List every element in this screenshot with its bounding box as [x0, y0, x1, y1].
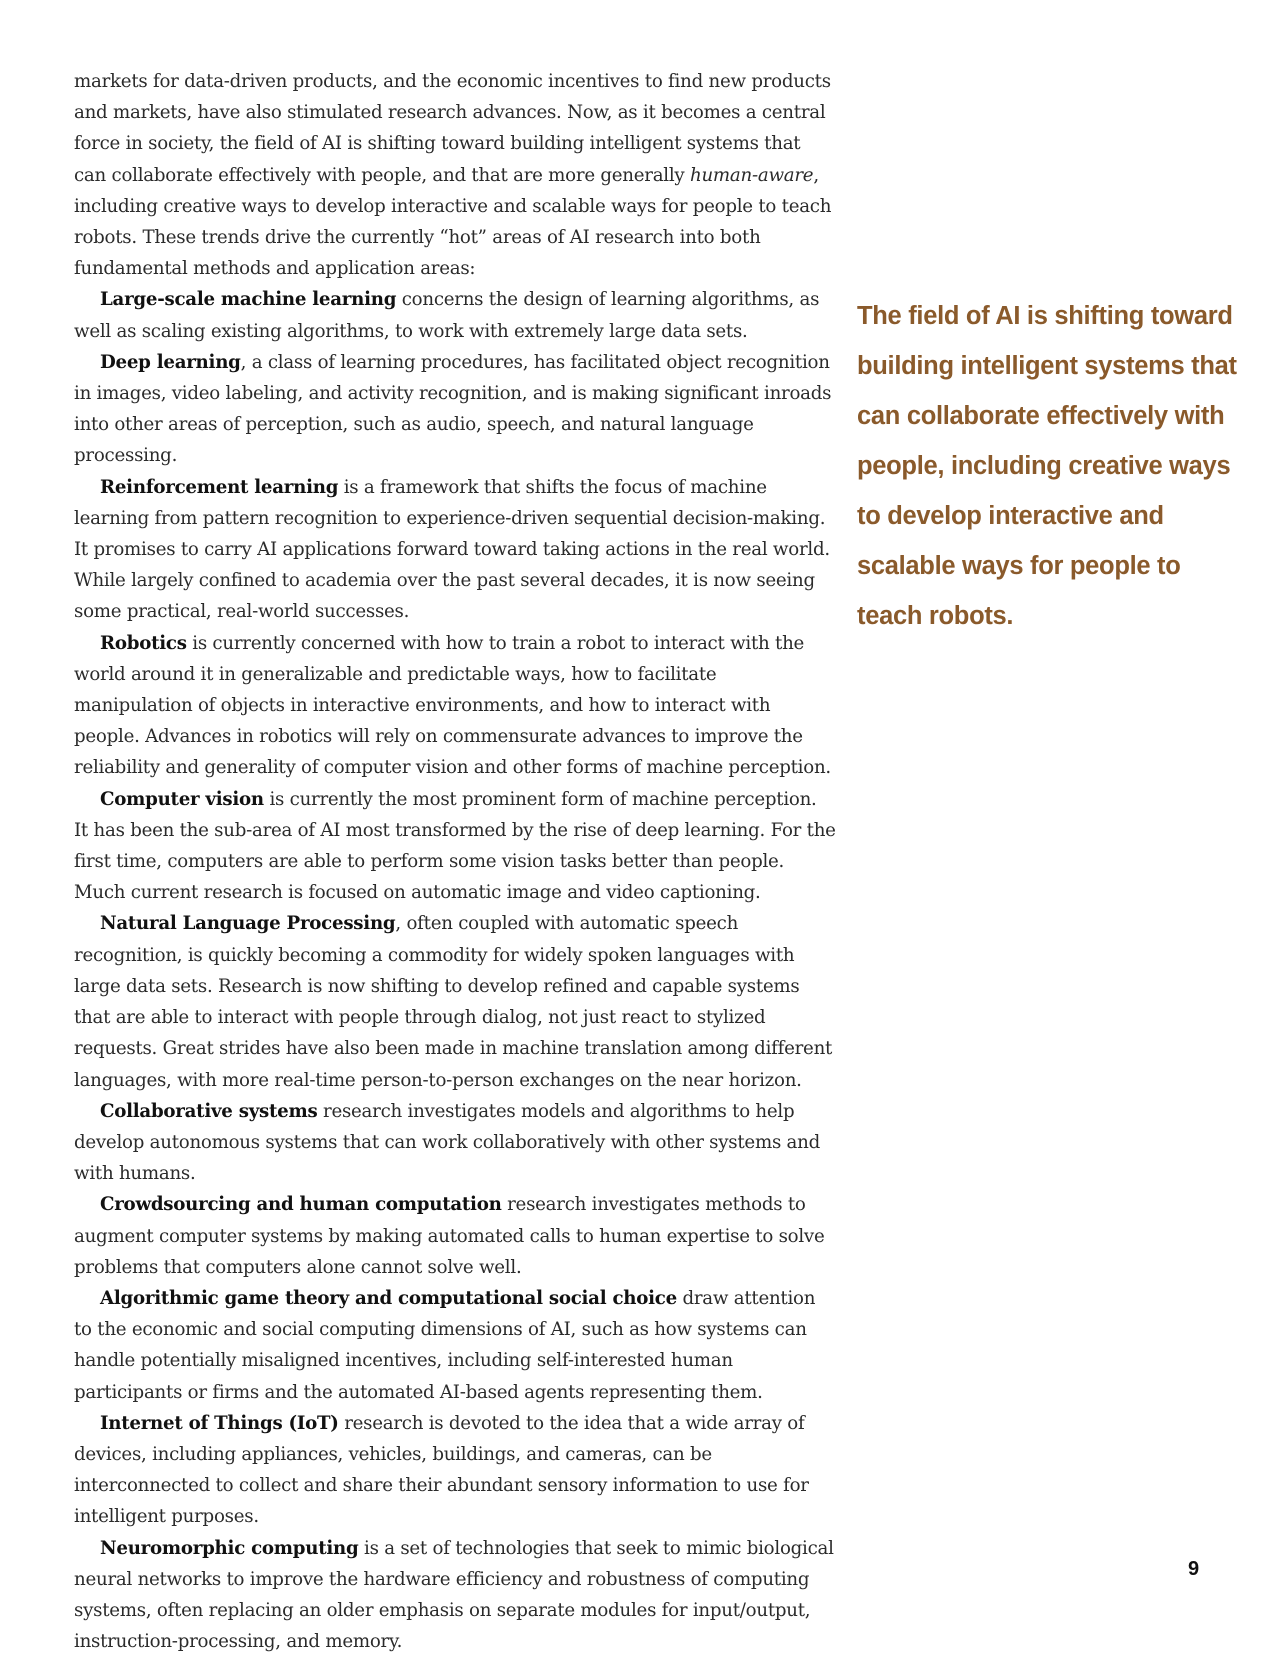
topic-term: Robotics [100, 632, 187, 654]
topic-term: Reinforcement learning [100, 476, 339, 498]
topic-term: Crowdsourcing and human computation [100, 1194, 502, 1216]
intro-text-continued: , including creative ways to develop interactive and scalable ways for people to teach robots. These trends drive the currently “hot” areas of AI research into both fundamental methods and application areas: [74, 164, 832, 280]
topic-paragraph-large-scale-machine-learning [74, 284, 836, 346]
topic-text: draw attention to the economic and social computing dimensions of AI, such as how systems can handle potentially misaligned incentives, including self-interested human participants or firms and the automated AI-based agents representing them. [74, 1287, 816, 1403]
topic-term: Deep learning [100, 351, 241, 373]
topic-paragraph-reinforcement-learning [74, 472, 836, 628]
page-number: 9 [1188, 1558, 1200, 1580]
topic-paragraph-crowdsourcing [74, 1189, 836, 1283]
pull-quote: The field of AI is shifting toward building intelligent systems that can collaborate effectively with people, including creative ways to develop interactive and scalable ways for people to teach robots. [857, 302, 1237, 630]
topic-term: Internet of Things (IoT) [100, 1412, 339, 1434]
body-text-column [74, 66, 836, 1657]
topic-paragraph-computer-vision [74, 784, 836, 909]
topic-paragraph-natural-language-processing [74, 908, 836, 1095]
topic-paragraph-internet-of-things [74, 1408, 836, 1533]
intro-paragraph [74, 66, 836, 284]
topic-paragraph-deep-learning [74, 347, 836, 472]
topic-term: Large-scale machine learning [100, 289, 397, 311]
topic-text: , often coupled with automatic speech recognition, is quickly becoming a commodity for widely spoken languages with large data sets. Research is now shifting to develop refined and capable systems that are able to interact with people through dialog, not just react to stylized requests. Great strides have also been made in machine translation among different languages, with more real-time person-to-person exchanges on the near horizon. [74, 913, 833, 1091]
topic-term: Natural Language Processing [100, 913, 396, 935]
topic-text: research is devoted to the idea that a wide array of devices, including appliances, vehicles, buildings, and cameras, can be interconnected to collect and share their abundant sensory information to use for intelligent purposes. [74, 1412, 809, 1528]
topic-term: Collaborative systems [100, 1100, 318, 1122]
topic-text: research investigates models and algorithms to help develop autonomous systems that can work collaboratively with other systems and with humans. [74, 1100, 821, 1185]
topic-paragraph-collaborative-systems [74, 1096, 836, 1190]
intro-text: markets for data-driven products, and the economic incentives to find new products and markets, have also stimulated research advances. Now, as it becomes a central force in society, the field of AI is shifting toward building intelligent systems that can collaborate effectively with people, and that are more generally [74, 71, 831, 186]
topic-text: is a framework that shifts the focus of machine learning from pattern recognition to experience-driven sequential decision-making. It promises to carry AI applications forward toward taking actions in the real world. While largely confined to academia over the past several decades, it is now seeing some practical, real-world successes. [74, 476, 830, 623]
topic-paragraph-algorithmic-game-theory [74, 1283, 836, 1408]
topic-text: , a class of learning procedures, has facilitated object recognition in images, video labeling, and activity recognition, and is making significant inroads into other areas of perception, such as audio, speech, and natural language processing. [74, 351, 832, 467]
topic-term: Algorithmic game theory and computational social choice [100, 1287, 677, 1309]
topic-text: is a set of technologies that seek to mimic biological neural networks to improve the hardware efficiency and robustness of computing systems, often replacing an older emphasis on separate modules for input/output, instruction-processing, and memory. [74, 1537, 834, 1653]
topic-paragraph-neuromorphic-computing [74, 1533, 836, 1657]
topic-term: Neuromorphic computing [100, 1537, 359, 1559]
intro-emphasis: human-aware [689, 164, 814, 186]
topic-text: research investigates methods to augment computer systems by making automated calls to human expertise to solve problems that computers alone cannot solve well. [74, 1194, 825, 1278]
topic-text: is currently concerned with how to train a robot to interact with the world around it in generalizable and predictable ways, how to facilitate manipulation of objects in interactive environments, and how to interact with people. Advances in robotics will rely on commensurate advances to improve the reliability and generality of computer vision and other forms of machine perception. [74, 632, 831, 779]
topic-paragraph-robotics [74, 628, 836, 784]
topic-text: concerns the design of learning algorithms, as well as scaling existing algorithms, to work with extremely large data sets. [74, 289, 820, 342]
topic-term: Computer vision [100, 788, 264, 810]
topic-text: is currently the most prominent form of machine perception. It has been the sub-area of AI most transformed by the rise of deep learning. For the first time, computers are able to perform some vision tasks better than people. Much current research is focused on automatic image and video captioning. [74, 788, 836, 904]
